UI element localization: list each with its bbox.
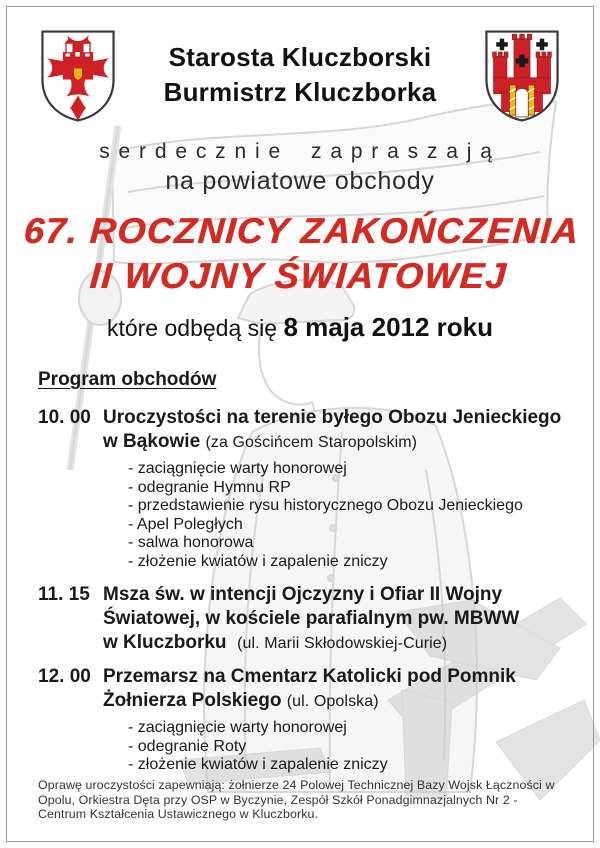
headline-line-1: 67. ROCZNICY ZAKOŃCZENIA (22, 210, 581, 251)
program-subitems-list (103, 460, 570, 571)
program-item-title-part: w Bąkowie (103, 431, 201, 452)
program-section (38, 369, 570, 775)
program-item-body (103, 665, 570, 775)
program-item-title-part: Żołnierza Polskiego (103, 690, 282, 711)
program-subitem: - odegranie Hymnu RP (128, 478, 291, 496)
event-headline (0, 208, 600, 298)
invitation-line-2: na powiatowe obchody (165, 167, 435, 195)
program-item-1115 (38, 583, 570, 656)
program-item-title-line: Światowej, w kościele parafialnym pw. MBWW (103, 608, 520, 629)
organizer-line-1: Starosta Kluczborski (168, 42, 432, 72)
program-item-title-part: w Kluczborku (103, 632, 227, 653)
event-date-line (0, 312, 600, 343)
program-title: Program obchodów (38, 369, 217, 390)
program-subitem: - odegranie Roty (128, 737, 247, 755)
program-subitem: - złożenie kwiatów i zapalenie zniczy (128, 552, 388, 570)
program-item-title-line (103, 689, 570, 714)
program-item-body (103, 406, 570, 571)
program-subitem: - Apel Poległych (128, 515, 243, 533)
headline-line-2: II WOJNY ŚWIATOWEJ (88, 255, 509, 296)
program-subitem: - złożenie kwiatów i zapalenie zniczy (128, 756, 388, 773)
program-item-time: 11. 15 (38, 584, 90, 605)
organizer-line-2: Burmistrz Kluczborka (163, 77, 437, 107)
date-prefix: które odbędą się (106, 315, 278, 341)
program-item-title-line (103, 430, 570, 455)
program-item-1000 (38, 406, 570, 571)
organizers-title (164, 40, 437, 110)
program-item-title-line (103, 631, 570, 656)
program-subitem: - zaciągnięcie warty honorowej (128, 719, 347, 736)
program-item-1200 (38, 665, 570, 775)
program-item-location-note: (ul. Marii Skłodowskiej-Curie) (237, 635, 448, 652)
event-date: 8 maja 2012 roku (283, 312, 494, 342)
program-item-location-note: (ul. Opolska) (286, 693, 379, 710)
footer-credits: Oprawę uroczystości zapewniają: żołnierze 24 Polowej Technicznej Bazy Wojsk Łączności w Opolu, Orkiestra Dęta przy OSP w Byczynie, Zespół Szkół Ponadgimnazjalnych Nr 2 - Centrum Kształcenia Ustawicznego w Kluczborku. (38, 778, 555, 821)
program-item-title-line: Msza św. w intencji Ojczyzny i Ofiar II Wojny (103, 584, 503, 605)
poster-content (0, 28, 600, 775)
invitation (0, 140, 600, 196)
invitation-line-1: serdecznie zapraszają (99, 140, 501, 163)
kluczbork-town-coat-of-arms-icon (482, 28, 562, 124)
program-item-title-line: Przemarsz na Cmentarz Katolicki pod Pomnik (103, 666, 516, 687)
program-item-time: 10. 00 (38, 407, 91, 428)
program-item-location-note: (za Gościńcem Staropolskim) (205, 434, 418, 451)
program-item-title-line: Uroczystości na terenie byłego Obozu Jenieckiego (103, 407, 562, 428)
kluczbork-county-coat-of-arms-icon (38, 28, 118, 124)
program-subitem: - przedstawienie rysu historycznego Obozu Jenieckiego (128, 497, 523, 514)
header (38, 28, 562, 124)
program-subitem: - zaciągnięcie warty honorowej (128, 460, 347, 477)
program-item-body (103, 583, 570, 656)
program-subitem: - salwa honorowa (128, 534, 254, 551)
program-subitems-list (103, 719, 570, 775)
program-item-time: 12. 00 (38, 666, 91, 687)
